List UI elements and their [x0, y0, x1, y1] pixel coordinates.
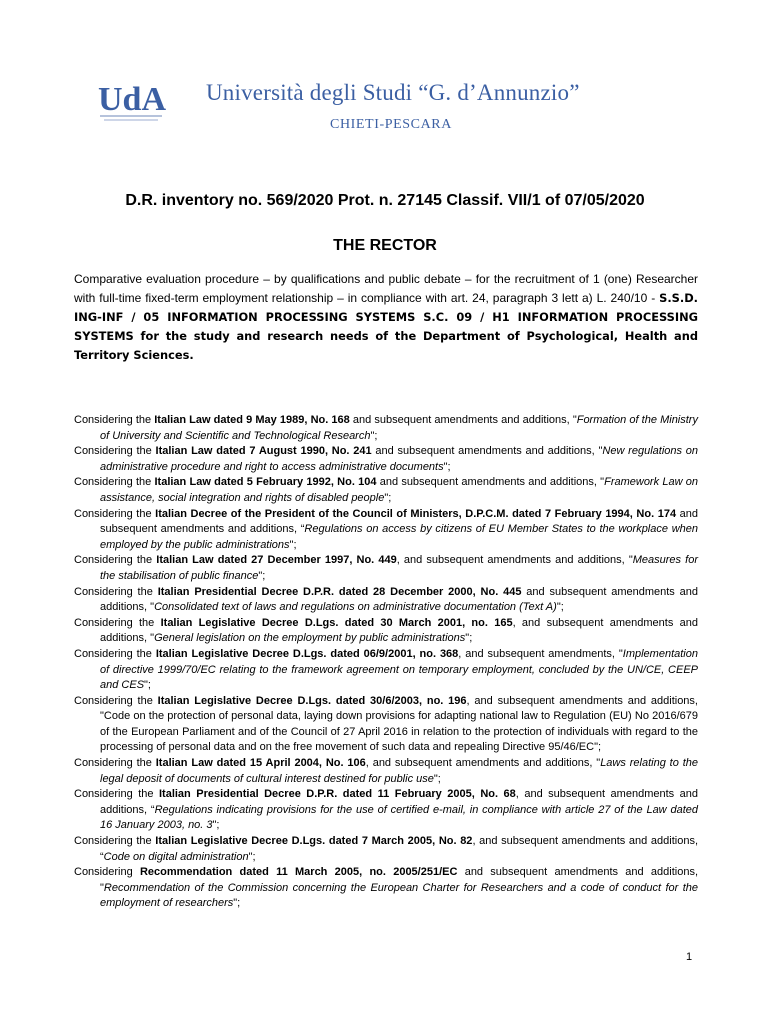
considering-mid: and subsequent amendments and additions, “: [100, 507, 698, 536]
considering-item: [74, 444, 698, 475]
considering-item: [74, 553, 698, 584]
considering-lead: Considering the: [74, 554, 157, 567]
considering-act: Italian Presidential Decree D.P.R. dated 11 February 2005, No. 68: [158, 788, 516, 801]
document-heading: THE RECTOR: [333, 237, 437, 254]
considering-subject: Code on digital administration: [103, 850, 249, 863]
university-logo: [96, 76, 166, 126]
considering-lead: Considering the: [74, 647, 156, 660]
considering-item: [74, 616, 698, 647]
considering-lead: Considering the: [74, 507, 156, 520]
document-title: D.R. inventory no. 569/2020 Prot. n. 27145 Classif. VII/1 of 07/05/2020: [125, 192, 645, 209]
considerings-list: [74, 413, 698, 912]
intro-sector: S.S.D. ING-INF / 05 INFORMATION PROCESSING SYSTEMS S.C. 09 / H1 INFORMATION PROCESSING SYSTEMS for the study and research needs of the Department of Psychological, Health and Territory Sciences.: [74, 291, 698, 362]
considering-tail: ";: [248, 850, 256, 863]
considering-tail: ";: [212, 819, 220, 832]
considering-subject: Implementation of directive 1999/70/EC relating to the framework agreement on temporary employment, concluded by the UN/CE, CEEP and CES: [100, 647, 698, 692]
intro-text: Comparative evaluation procedure – by qualifications and public debate – for the recruitment of 1 (one) Researcher with full-time fixed-term employment relationship – in compliance with art. 24, paragraph 3 lett a) L. 240/10 -: [74, 272, 698, 305]
considering-lead: Considering the: [74, 835, 156, 848]
considering-subject: Recommendation of the Commission concerning the European Charter for Researchers and a code of conduct for the employment of researchers: [100, 881, 698, 910]
considering-mid: and subsequent amendments and additions, ": [100, 585, 698, 614]
considering-lead: Considering the: [74, 585, 158, 598]
considering-subject: Measures for the stabilisation of public finance: [100, 554, 698, 582]
considering-act: Italian Law dated 7 August 1990, No. 241: [155, 445, 372, 458]
considering-subject: Formation of the Ministry of University and Scientific and Technological Research: [100, 414, 698, 442]
considering-subject: Consolidated text of laws and regulations on administrative documentation (Text A): [154, 601, 557, 614]
considering-lead: Considering the: [74, 788, 159, 801]
considering-mid: , and subsequent amendments and additions, ": [100, 616, 698, 645]
intro-paragraph: [74, 270, 698, 365]
university-name: Università degli Studi “G. d’Annunzio”: [206, 80, 580, 105]
considering-act: Italian Law dated 27 December 1997, No. 449: [156, 554, 397, 567]
considering-item: [74, 507, 698, 554]
considering-item: [74, 475, 698, 506]
considering-act: Italian Legislative Decree D.Lgs. dated 7 March 2005, No. 82: [155, 835, 473, 848]
considering-mid: , and subsequent amendments and additions, ": [365, 757, 601, 770]
considering-tail: ";: [370, 429, 378, 442]
considering-tail: ";: [433, 772, 441, 785]
considering-mid: , and subsequent amendments and additions, ": [396, 554, 633, 567]
considering-item: [74, 756, 698, 787]
considering-lead: Considering the: [74, 616, 161, 629]
considering-act: Italian Presidential Decree D.P.R. dated 28 December 2000, No. 445: [157, 585, 522, 598]
considering-tail: ";: [594, 741, 602, 754]
considering-subject: New regulations on administrative procedure and right to access administrative documents: [100, 445, 698, 473]
considering-mid: , and subsequent amendments and additions, “: [100, 835, 699, 863]
considering-item: [74, 585, 698, 616]
considering-subject: Framework Law on assistance, social integration and rights of disabled people: [100, 476, 698, 504]
considering-lead: Considering the: [74, 694, 158, 707]
considering-mid: and subsequent amendments and additions, ": [371, 445, 603, 458]
considering-tail: ";: [258, 569, 266, 582]
considering-act: Italian Legislative Decree D.Lgs. dated 30 March 2001, no. 165: [160, 616, 513, 629]
considering-mid: , and subsequent amendments and additions, “: [100, 788, 698, 816]
considering-mid: and subsequent amendments and additions, ": [100, 866, 699, 894]
considering-lead: Considering: [74, 866, 140, 879]
considering-lead: Considering the: [74, 445, 156, 458]
considering-tail: ";: [443, 460, 451, 473]
considering-item: [74, 413, 698, 444]
considering-item: [74, 865, 698, 912]
considering-item: [74, 647, 698, 694]
university-city: CHIETI-PESCARA: [330, 117, 452, 132]
considering-lead: Considering the: [74, 414, 155, 426]
considering-tail: ";: [233, 897, 241, 910]
considering-tail: ";: [556, 601, 564, 614]
considering-subject: Laws relating to the legal deposit of documents of cultural interest destined for public use: [100, 757, 699, 785]
considering-act: Italian Law dated 9 May 1989, No. 168: [154, 414, 350, 426]
considering-tail: ";: [289, 538, 297, 551]
considering-item: [74, 834, 698, 865]
considering-item: [74, 694, 698, 756]
considering-lead: Considering the: [74, 757, 156, 770]
considering-subject: Regulations indicating provisions for the use of certified e-mail, in compliance with article 27 of the Law dated 16 January 2003, no. 3: [100, 803, 698, 832]
considering-act: Italian Decree of the President of the Council of Ministers, D.P.C.M. dated 7 February 1994, No. 174: [155, 507, 677, 520]
considering-act: Italian Law dated 5 February 1992, No. 104: [154, 476, 377, 489]
considering-subject: Regulations on access by citizens of EU Member States to the workplace when employed by the public administrations: [100, 523, 698, 551]
considering-mid: and subsequent amendments and additions, ": [349, 414, 577, 426]
logo-text: UdA: [98, 81, 166, 118]
considering-mid: , and subsequent amendments and additions, "Code on the protection of personal data, laying down provisions for adapting national law to Regulation (EU) No 2016/679 of the European Parliament and of the Council of 27 April 2016 in relation to the protection of individuals with regard to the processing of personal data and on the free movement of such data and repealing Directive 95/46/EC: [100, 694, 698, 754]
considering-mid: , and subsequent amendments, ": [458, 647, 623, 660]
considering-subject: General legislation on the employment by public administrations: [154, 632, 466, 645]
considering-mid: and subsequent amendments and additions, ": [376, 476, 605, 489]
considering-tail: ";: [144, 679, 151, 692]
considering-act: Recommendation dated 11 March 2005, no. 2005/251/EC: [139, 866, 458, 879]
considering-lead: Considering the: [74, 476, 155, 489]
considering-act: Italian Legislative Decree D.Lgs. dated 06/9/2001, no. 368: [155, 647, 459, 660]
considering-tail: ";: [384, 491, 392, 504]
considering-act: Italian Law dated 15 April 2004, No. 106: [155, 757, 366, 770]
considering-act: Italian Legislative Decree D.Lgs. dated 30/6/2003, no. 196: [157, 694, 467, 707]
considering-item: [74, 787, 698, 834]
page-number: 1: [686, 951, 693, 963]
considering-tail: ";: [465, 632, 473, 645]
